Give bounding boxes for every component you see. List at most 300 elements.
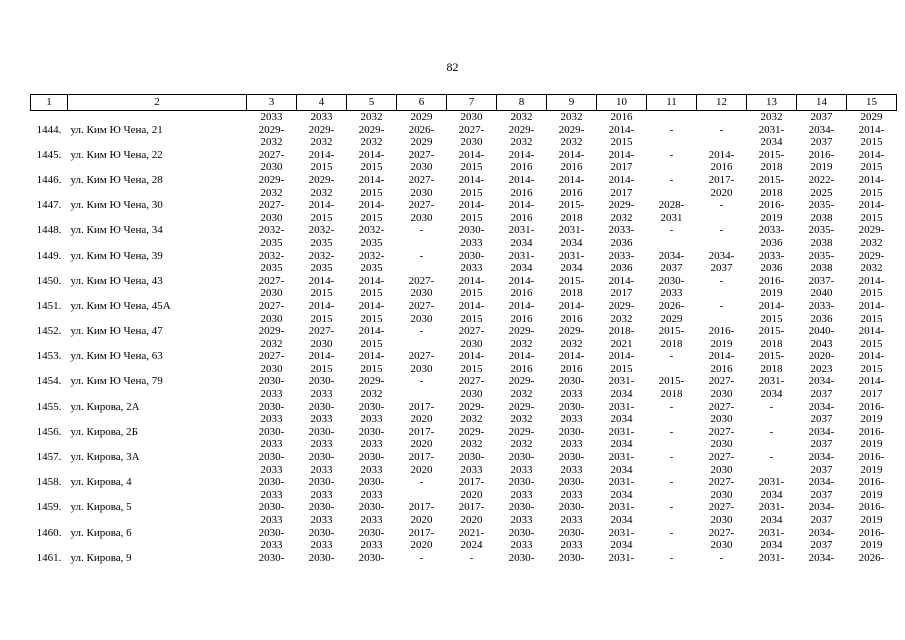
header-cell: 15 (847, 95, 897, 111)
period-end-cell: 2019 (860, 514, 883, 526)
period-start-cell: 2014- (858, 148, 885, 161)
period-end-cell: 2037 (710, 262, 733, 275)
address-cell: ул. Ким Ю Чена, 45А (70, 299, 171, 312)
period-start-cell: 2026- (858, 551, 885, 564)
period-start-cell: 2033- (808, 299, 835, 312)
period-end-cell: 2035 (360, 236, 383, 249)
period-end-cell: 2015 (860, 136, 883, 149)
period-end-cell: 2015 (860, 362, 883, 375)
continuation-cell (31, 111, 68, 124)
schedule-table (30, 94, 897, 564)
period-start-cell: 2030- (358, 400, 385, 413)
period-start-cell: 2014- (358, 173, 385, 186)
period-end-cell: 2030 (260, 312, 283, 325)
period-end-cell: 2033 (510, 488, 533, 501)
period-end-cell: 2017 (610, 287, 633, 300)
period-end-cell: 2037 (660, 262, 683, 275)
period-end-cell: 2015 (460, 211, 483, 224)
period-start-cell: 2030- (558, 451, 585, 464)
period-end-cell: 2032 (610, 312, 633, 325)
address-cell: ул. Кирова, 2Б (70, 425, 138, 438)
address-cell: ул. Кирова, 6 (70, 526, 132, 539)
period-start-cell: 2030- (308, 425, 335, 438)
period-end-cell: 2033 (360, 488, 383, 501)
period-start-cell: 2031- (558, 249, 585, 262)
period-end-cell: 2034 (560, 236, 583, 249)
period-end-cell (397, 388, 447, 401)
period-end-cell: 2035 (260, 236, 283, 249)
period-end-cell: 2015 (360, 312, 383, 325)
period-end-cell: 2015 (360, 186, 383, 199)
period-end-cell: 2023 (810, 362, 833, 375)
period-start-cell: 2016- (858, 425, 885, 438)
period-end-cell: 2032 (510, 337, 533, 350)
period-start-cell: - (769, 400, 774, 413)
period-end-cell: 2037 (810, 463, 833, 476)
period-start-cell: 2030- (358, 476, 385, 489)
period-end-cell: 2030 (410, 211, 433, 224)
period-start-cell: 2027- (408, 199, 435, 212)
period-start-cell: 2014- (508, 173, 535, 186)
period-start-cell: 2029- (358, 123, 385, 136)
period-start-cell: 2027- (708, 375, 735, 388)
period-start-cell: - (669, 400, 674, 413)
period-end-cell: 2016 (710, 362, 733, 375)
period-start-cell: 2034- (808, 551, 835, 564)
period-end-cell: 2018 (760, 161, 783, 174)
period-end-cell: 2017 (860, 388, 883, 401)
period-start-cell: 2030- (508, 451, 535, 464)
period-start-cell: 2027- (408, 274, 435, 287)
period-start-cell: 2015- (758, 148, 785, 161)
period-start-cell: 2030- (258, 400, 285, 413)
period-end-cell: 2032 (510, 438, 533, 451)
table-row (31, 451, 897, 464)
continuation-cell (68, 111, 247, 124)
period-end-cell: 2034 (560, 262, 583, 275)
period-start-cell: 2027- (708, 451, 735, 464)
period-start-cell: - (669, 551, 674, 564)
period-end-cell: 2030 (260, 211, 283, 224)
period-start-cell: 2032- (308, 249, 335, 262)
period-start-cell: 2030- (358, 451, 385, 464)
period-start-cell: 2030- (258, 526, 285, 539)
period-start-cell: 2034- (658, 249, 685, 262)
period-start-cell: 2014- (558, 350, 585, 363)
period-start-cell: 2030- (308, 375, 335, 388)
period-end-cell: 2038 (810, 262, 833, 275)
period-start-cell: 2014- (308, 350, 335, 363)
address-cell: ул. Ким Ю Чена, 79 (70, 375, 163, 388)
period-end-cell: 2029 (660, 312, 683, 325)
period-end-cell: 2033 (310, 438, 333, 451)
period-end-cell: 2032 (560, 136, 583, 149)
address-cell: ул. Ким Ю Чена, 21 (70, 123, 163, 136)
row-number: 1450. (36, 274, 62, 287)
period-start-cell: 2014- (558, 148, 585, 161)
period-start-cell: - (719, 224, 724, 237)
period-end-cell: 2033 (560, 438, 583, 451)
period-end-cell: 2018 (660, 388, 683, 401)
period-start-cell: 2031- (758, 551, 785, 564)
period-start-cell: 2020- (808, 350, 835, 363)
period-end-cell (747, 413, 797, 426)
period-start-cell: 2031- (758, 476, 785, 489)
period-start-cell: 2031- (758, 375, 785, 388)
period-end-cell: 2015 (360, 287, 383, 300)
period-start-cell: 2029- (558, 325, 585, 338)
period-start-cell: 2034- (808, 123, 835, 136)
period-start-cell: 2014- (608, 173, 635, 186)
period-end-cell: 2032 (860, 236, 883, 249)
period-end-cell: 2015 (460, 161, 483, 174)
period-start-cell: 2028- (658, 199, 685, 212)
period-end-cell: 2016 (510, 161, 533, 174)
period-end-cell: 2033 (310, 463, 333, 476)
row-number: 1455. (36, 400, 62, 413)
period-end-cell (747, 464, 797, 477)
period-end-cell: 2032 (460, 438, 483, 451)
period-start-cell: - (419, 325, 424, 338)
period-end-cell (697, 287, 747, 300)
table-row-continuation (31, 464, 897, 477)
period-end-cell: 2030 (710, 539, 733, 552)
header-cell: 14 (797, 95, 847, 111)
period-start-cell: 2016- (858, 526, 885, 539)
period-start-cell: 2026- (658, 299, 685, 312)
period-end-cell: 2016 (560, 186, 583, 199)
period-start-cell: - (419, 249, 424, 262)
period-start-cell: 2040- (808, 325, 835, 338)
period-start-cell: - (719, 274, 724, 287)
address-cell: ул. Ким Ю Чена, 34 (70, 224, 163, 237)
period-start-cell: 2030- (308, 451, 335, 464)
period-start-cell: 2031- (608, 400, 635, 413)
period-end-cell: 2030 (710, 514, 733, 526)
period-end-cell: 2033 (560, 463, 583, 476)
period-end-cell: 2015 (610, 362, 633, 375)
period-start-cell: 2030- (258, 375, 285, 388)
table-row (31, 501, 897, 514)
period-start-cell: 2014- (358, 199, 385, 212)
period-end-cell: 2016 (510, 211, 533, 224)
period-start-cell: 2031- (608, 451, 635, 464)
period-end-cell: 2016 (510, 287, 533, 300)
table-row-continuation (31, 287, 897, 300)
address-cell: ул. Ким Ю Чена, 39 (70, 249, 163, 262)
period-start-cell: 2029- (508, 123, 535, 136)
period-start-cell: 2033- (608, 249, 635, 262)
period-start-cell: 2014- (508, 350, 535, 363)
period-end-cell: 2030 (260, 161, 283, 174)
period-start-cell: 2034- (808, 400, 835, 413)
period-start-cell: 2033- (608, 224, 635, 237)
table-row (31, 375, 897, 388)
period-end-cell: 2032 (260, 337, 283, 350)
header-cell: 5 (347, 95, 397, 111)
period-start-cell: 2014- (308, 148, 335, 161)
period-start-cell: 2031- (608, 526, 635, 539)
period-start-cell: 2014- (608, 123, 635, 136)
period-start-cell: 2031- (608, 425, 635, 438)
period-end-cell: 2016 (560, 362, 583, 375)
table-row-continuation (31, 489, 897, 502)
table-row (31, 124, 897, 137)
row-number: 1458. (36, 476, 62, 489)
row-number: 1459. (36, 501, 62, 514)
period-end-cell: 2032 (510, 413, 533, 426)
address-cell: ул. Ким Ю Чена, 47 (70, 325, 163, 338)
period-end-cell: 2034 (610, 438, 633, 451)
period-end-cell: 2030 (310, 337, 333, 350)
table-row (31, 426, 897, 439)
period-end-cell: 2030 (260, 362, 283, 375)
period-end-cell: 2015 (860, 287, 883, 300)
period-start-cell: 2014- (458, 350, 485, 363)
period-start-cell: 2031- (608, 476, 635, 489)
period-start-cell: 2029- (258, 173, 285, 186)
period-start-cell: 2035- (808, 249, 835, 262)
period-end-cell: 2034 (760, 388, 783, 401)
continuation-cell: 2032 (560, 111, 583, 123)
period-end-cell: 2033 (260, 438, 283, 451)
row-number: 1451. (36, 299, 62, 312)
period-start-cell: 2029- (458, 400, 485, 413)
period-end-cell: 2036 (610, 262, 633, 275)
period-end-cell: 2033 (260, 463, 283, 476)
period-start-cell: 2029- (308, 123, 335, 136)
period-start-cell: 2030- (558, 375, 585, 388)
period-end-cell (697, 212, 747, 225)
period-end-cell: 2018 (660, 337, 683, 350)
period-end-cell: 2021 (610, 337, 633, 350)
period-end-cell (697, 136, 747, 149)
period-start-cell: 2031- (508, 224, 535, 237)
period-start-cell: - (719, 551, 724, 564)
period-end-cell: 2020 (710, 186, 733, 199)
period-start-cell: 2030- (358, 501, 385, 514)
period-end-cell: 2030 (710, 413, 733, 426)
table-row (31, 199, 897, 212)
period-end-cell: 2015 (310, 211, 333, 224)
period-start-cell: 2026- (408, 123, 435, 136)
period-start-cell: 2031- (758, 123, 785, 136)
header-cell: 4 (297, 95, 347, 111)
period-end-cell: 2029 (410, 136, 433, 149)
period-end-cell: 2033 (460, 463, 483, 476)
period-start-cell: 2030- (458, 249, 485, 262)
period-end-cell: 2019 (760, 211, 783, 224)
period-end-cell: 2033 (510, 539, 533, 552)
period-start-cell: 2014- (358, 325, 385, 338)
period-end-cell (747, 438, 797, 451)
period-start-cell: 2014- (858, 123, 885, 136)
period-start-cell: 2017- (458, 476, 485, 489)
period-end-cell: 2033 (360, 463, 383, 476)
period-start-cell: 2029- (558, 123, 585, 136)
period-end-cell: 2034 (610, 388, 633, 401)
period-end-cell: 2015 (460, 362, 483, 375)
period-start-cell: 2030- (558, 501, 585, 514)
period-end-cell: 2033 (560, 514, 583, 526)
period-start-cell: 2014- (358, 299, 385, 312)
table-row-continuation (31, 161, 897, 174)
table-row-continuation (31, 313, 897, 326)
period-start-cell: 2030- (358, 526, 385, 539)
period-end-cell: 2032 (360, 388, 383, 401)
period-start-cell: 2029- (608, 199, 635, 212)
period-end-cell: 2015 (460, 287, 483, 300)
period-end-cell: 2015 (310, 362, 333, 375)
period-end-cell: 2033 (310, 413, 333, 426)
row-number: 1456. (36, 425, 62, 438)
period-start-cell: - (669, 123, 674, 136)
period-end-cell (647, 539, 697, 552)
period-end-cell: 2018 (760, 337, 783, 350)
period-start-cell: 2014- (858, 274, 885, 287)
continuation-cell: 2037 (810, 111, 833, 123)
period-end-cell: 2033 (310, 388, 333, 401)
address-cell: ул. Ким Ю Чена, 30 (70, 199, 163, 212)
period-end-cell: 2034 (610, 463, 633, 476)
period-end-cell: 2015 (860, 186, 883, 199)
period-start-cell: 2030- (308, 501, 335, 514)
period-start-cell: 2014- (508, 299, 535, 312)
period-start-cell: - (669, 350, 674, 363)
period-start-cell: 2030- (258, 425, 285, 438)
period-start-cell: 2016- (858, 451, 885, 464)
period-end-cell: 2033 (360, 539, 383, 552)
period-start-cell: 2034- (808, 375, 835, 388)
period-start-cell: 2029- (258, 325, 285, 338)
period-start-cell: 2014- (858, 173, 885, 186)
period-start-cell: 2027- (458, 325, 485, 338)
continuation-row (31, 111, 897, 124)
period-end-cell: 2035 (260, 262, 283, 275)
period-end-cell: 2030 (410, 287, 433, 300)
period-start-cell: 2017- (708, 173, 735, 186)
period-start-cell: - (669, 425, 674, 438)
address-cell: ул. Кирова, 9 (70, 551, 132, 564)
period-end-cell: 2036 (610, 236, 633, 249)
header-cell: 10 (597, 95, 647, 111)
period-end-cell: 2033 (260, 514, 283, 526)
period-start-cell: 2030- (358, 551, 385, 564)
period-end-cell: 2040 (810, 287, 833, 300)
period-end-cell: 2034 (760, 488, 783, 501)
table-row (31, 174, 897, 187)
period-end-cell: 2030 (460, 136, 483, 149)
row-number: 1447. (36, 199, 62, 212)
period-end-cell: 2030 (460, 388, 483, 401)
period-start-cell: 2014- (508, 274, 535, 287)
period-end-cell: 2033 (560, 388, 583, 401)
period-end-cell: 2033 (660, 287, 683, 300)
period-end-cell: 2020 (460, 488, 483, 501)
period-end-cell: 2015 (360, 362, 383, 375)
header-cell: 6 (397, 95, 447, 111)
period-end-cell: 2031 (660, 211, 683, 224)
continuation-cell: 2029 (410, 111, 433, 123)
period-start-cell: - (669, 224, 674, 237)
period-end-cell: 2030 (710, 463, 733, 476)
row-number: 1461. (36, 551, 62, 564)
period-end-cell: 2033 (460, 262, 483, 275)
period-start-cell: 2032- (358, 249, 385, 262)
period-start-cell: 2015- (758, 173, 785, 186)
period-start-cell: 2034- (808, 425, 835, 438)
period-end-cell: 2038 (810, 211, 833, 224)
period-start-cell: 2027- (258, 350, 285, 363)
period-start-cell: 2014- (458, 274, 485, 287)
period-end-cell (397, 489, 447, 502)
table-row-continuation (31, 136, 897, 149)
period-start-cell: 2031- (508, 249, 535, 262)
period-end-cell: 2015 (760, 312, 783, 325)
header-cell: 12 (697, 95, 747, 111)
period-start-cell: 2017- (408, 451, 435, 464)
table-row-continuation (31, 338, 897, 351)
period-end-cell (647, 161, 697, 174)
header-cell: 8 (497, 95, 547, 111)
period-start-cell: - (669, 148, 674, 161)
header-cell: 1 (31, 95, 68, 111)
period-end-cell (647, 136, 697, 149)
period-start-cell: - (669, 451, 674, 464)
period-end-cell: 2033 (510, 463, 533, 476)
period-end-cell: 2037 (810, 438, 833, 451)
period-end-cell: 2015 (860, 211, 883, 224)
period-start-cell: 2027- (258, 199, 285, 212)
period-end-cell: 2019 (860, 413, 883, 426)
period-start-cell: 2022- (808, 173, 835, 186)
table-row (31, 149, 897, 162)
period-start-cell: 2031- (608, 551, 635, 564)
period-end-cell: 2024 (460, 539, 483, 552)
period-end-cell: 2015 (460, 186, 483, 199)
period-start-cell: 2027- (708, 501, 735, 514)
period-start-cell: 2015- (558, 274, 585, 287)
period-start-cell: 2032- (258, 249, 285, 262)
period-end-cell (697, 237, 747, 250)
period-start-cell: 2029- (508, 325, 535, 338)
page-number: 82 (446, 60, 459, 74)
period-start-cell: 2018- (608, 325, 635, 338)
period-end-cell: 2032 (360, 136, 383, 149)
period-start-cell: 2029- (858, 224, 885, 237)
row-number: 1444. (36, 123, 62, 136)
address-cell: ул. Кирова, 5 (70, 501, 132, 514)
period-start-cell: 2029- (358, 375, 385, 388)
period-start-cell: 2030- (558, 425, 585, 438)
period-end-cell: 2033 (360, 514, 383, 526)
period-end-cell: 2030 (260, 287, 283, 300)
period-end-cell: 2037 (810, 136, 833, 149)
period-start-cell: 2014- (358, 148, 385, 161)
period-end-cell: 2015 (310, 161, 333, 174)
period-start-cell: - (669, 526, 674, 539)
period-start-cell: 2017- (458, 501, 485, 514)
period-end-cell: 2015 (860, 161, 883, 174)
period-end-cell (647, 464, 697, 477)
period-start-cell: 2017- (408, 526, 435, 539)
period-start-cell: 2014- (458, 173, 485, 186)
address-cell: ул. Кирова, 4 (70, 476, 132, 489)
period-end-cell: 2020 (410, 514, 433, 526)
period-start-cell: 2014- (308, 274, 335, 287)
period-end-cell: 2033 (310, 488, 333, 501)
period-start-cell: 2015- (758, 350, 785, 363)
